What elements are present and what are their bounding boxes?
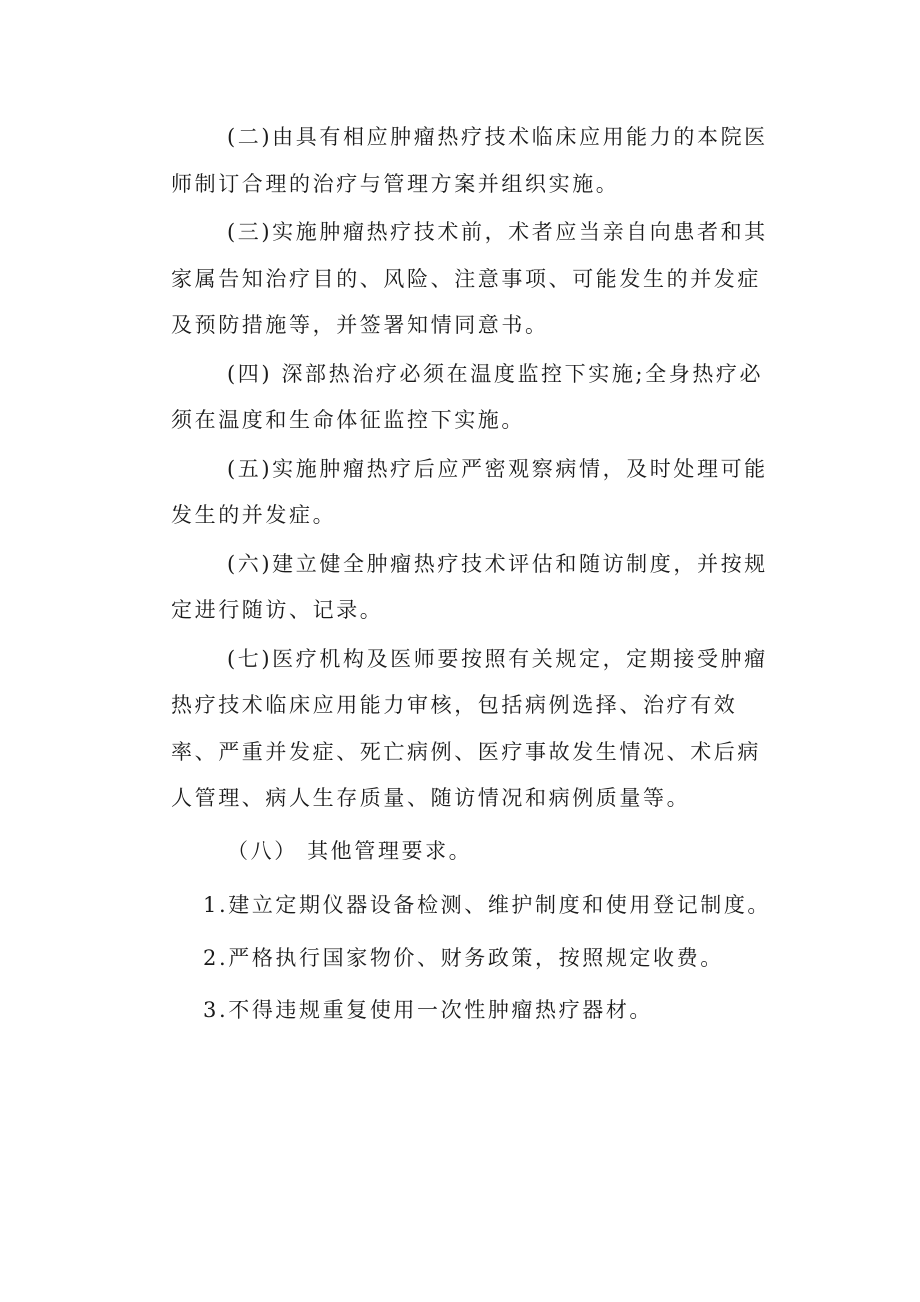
list-item-3: 3.不得违规重复使用一次性肿瘤热疗器材。 [203, 998, 654, 1022]
list-item-2: 2.严格执行国家物价、财务政策，按照规定收费。 [203, 945, 724, 970]
paragraph-5: (五)实施肿瘤热疗后应严密观察病情，及时处理可能发生的并发症。 [171, 456, 768, 527]
paragraph-4: (四) 深部热治疗必须在温度监控下实施;全身热疗必须在温度和生命体征监控下实施。 [171, 361, 764, 432]
paragraph-2: (二)由具有相应肿瘤热疗技术临床应用能力的本院医师制订合理的治疗与管理方案并组织实施。 [171, 125, 768, 196]
paragraph-7: (七)医疗机构及医师要按照有关规定，定期接受肿瘤热疗技术临床应用能力审核，包括病例选择、治疗有效率、严重并发症、死亡病例、医疗事故发生情况、术后病人管理、病人生存质量、随访情况和病例质量等。 [171, 646, 768, 810]
paragraph-3: (三)实施肿瘤热疗技术前，术者应当亲自向患者和其家属告知治疗目的、风险、注意事项、可能发生的并发症及预防措施等，并签署知情同意书。 [171, 220, 768, 337]
paragraph-8: （八） 其他管理要求。 [227, 838, 473, 863]
list-item-1: 1.建立定期仪器设备检测、维护制度和使用登记制度。 [203, 893, 772, 917]
document-body [171, 114, 783, 1034]
paragraph-6: (六)建立健全肿瘤热疗技术评估和随访制度，并按规定进行随访、记录。 [171, 551, 768, 622]
